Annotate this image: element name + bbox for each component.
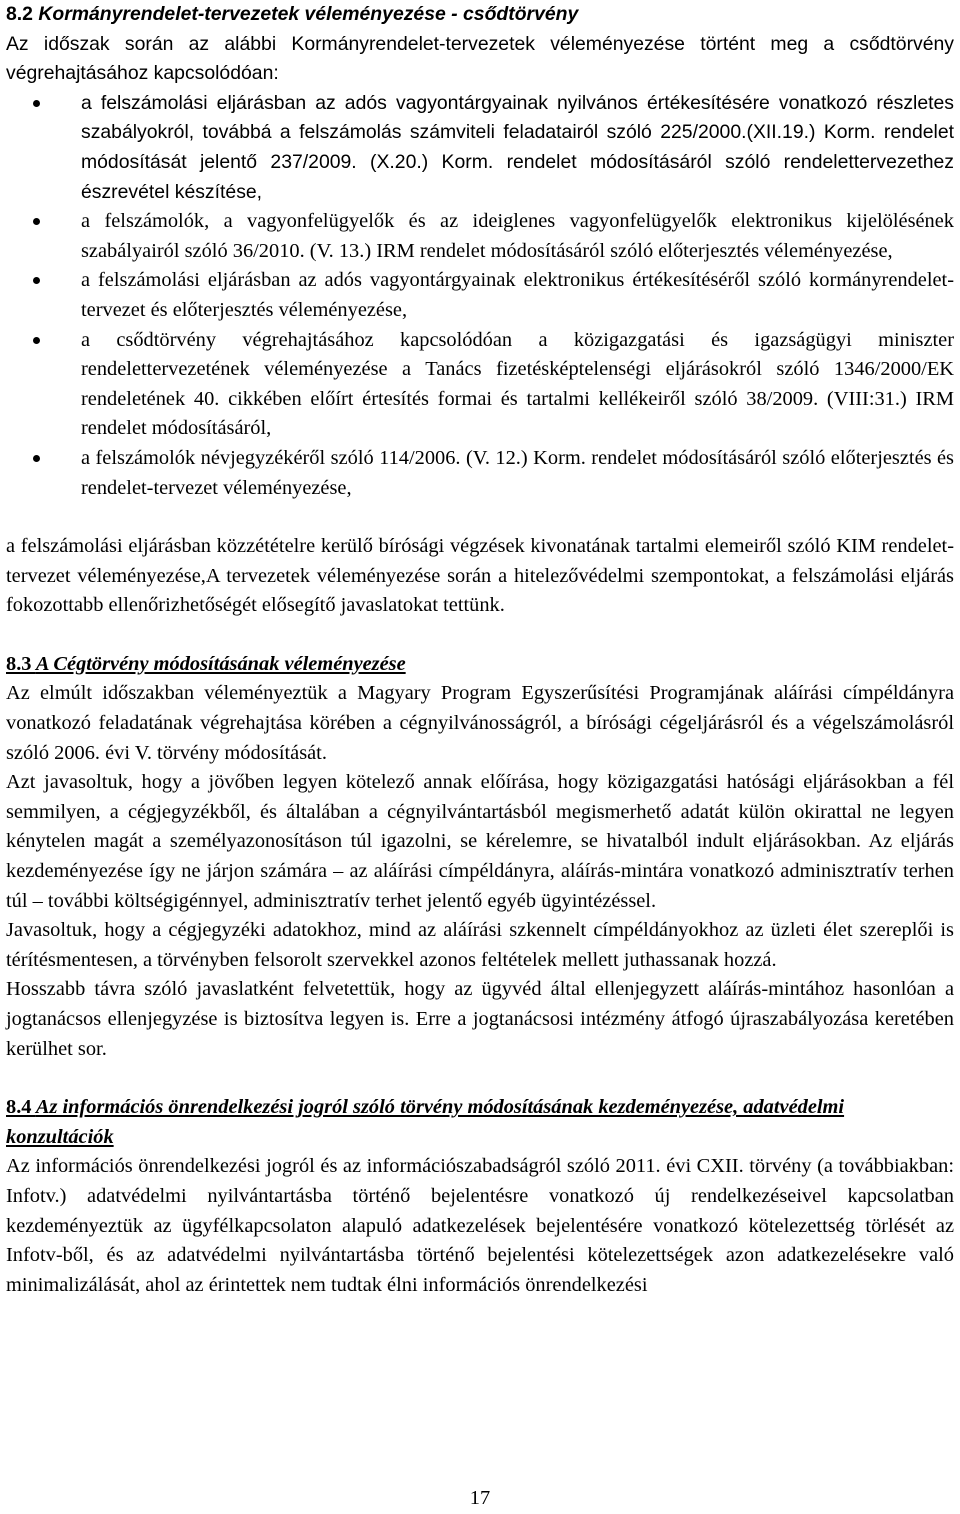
paragraph: Javasoltuk, hogy a cégjegyzéki adatokhoz, mind az aláírási szkennelt címpéldányokhoz az üzleti élet szereplői is térítésmentesen, a törvényben felsorolt szervekkel azonos feltételek mellett juthassanak hozzá.	[6, 919, 954, 971]
document-page	[6, 0, 954, 1300]
section-8-2-heading	[6, 0, 954, 30]
section-number: 8.2	[6, 3, 33, 25]
section-8-4-heading	[6, 1093, 954, 1152]
list-item: a felszámolók, a vagyonfelügyelők és az ideiglenes vagyonfelügyelők elektronikus kijelölésének szabályairól szóló 36/2010. (V. 13.) IRM rendelet módosításáról szóló előterjesztés véleményezése,	[6, 207, 954, 266]
paragraph: Az információs önrendelkezési jogról és az információszabadságról szóló 2011. évi CXII. törvény (a továbbiakban: Infotv.) adatvédelmi nyilvántartásba történő bejelentésre vonatkozó új rendelkezéseivel kapcsolatban kezdeményeztük az ügyfélkapcsolaton alapuló adatkezelések bejelentésére vonatkozó kötelezettség törlését az Infotv-ből, és az adatvédelmi nyilvántartásba történő bejelentési kötelezettségek azon adatkezelésekre való minimalizálását, ahol az érintettek nem tudtak élni információs önrendelkezési	[6, 1155, 954, 1296]
section-title: Az információs önrendelkezési jogról szóló törvény módosításának kezdeményezése, adatvédelmi konzultációk	[6, 1096, 845, 1148]
section-8-3-heading	[6, 650, 954, 680]
section-8-2-closing: a felszámolási eljárásban közzétételre kerülő bírósági végzések kivonatának tartalmi elemeiről szóló KIM rendelet-tervezet véleményezése,A tervezetek véleményezése során a hitelezővédelmi szempontokat, a felszámolási eljárás fokozottabb ellenőrizhetőségét elősegítő javaslatokat tettünk.	[6, 535, 954, 617]
section-8-2-intro: Az időszak során az alábbi Kormányrendelet-tervezetek véleményezése történt meg a csődtörvény végrehajtásához kapcsolódóan:	[6, 32, 954, 85]
bullet-list-2	[6, 207, 954, 503]
spacer	[6, 621, 954, 650]
paragraph: Hosszabb távra szóló javaslatként felvetettük, hogy az ügyvéd által ellenjegyzett aláírás-mintához hasonlóan a jogtanácsos ellenjegyzése is biztosítva legyen is. Erre a jogtanácsosi intézmény átfogó újraszabályozása keretében kerülhet sor.	[6, 978, 954, 1060]
spacer	[6, 503, 954, 532]
page-number: 17	[469, 1487, 491, 1509]
section-title: A Cégtörvény módosításának véleményezése	[35, 652, 406, 675]
bullet-list-1	[6, 89, 954, 207]
spacer	[6, 1064, 954, 1093]
section-number: 8.4	[6, 1096, 32, 1119]
list-item: a felszámolási eljárásban az adós vagyontárgyainak nyilvános értékesítésére vonatkozó részletes szabályokról, továbbá a felszámolás számviteli feladatairól szóló 225/2000.(XII.19.) Korm. rendelet módosítását jelentő 237/2009. (X.20.) Korm. rendelet módosításáról szóló rendelettervezethez észrevétel készítése,	[6, 89, 954, 207]
section-title: Kormányrendelet-tervezetek véleményezése - csődtörvény	[38, 3, 579, 25]
paragraph: Az elmúlt időszakban véleményeztük a Magyary Program Egyszerűsítési Programjának aláírási címpéldányra vonatkozó feladatának végrehajtása körében a cégnyilvánosságról, a bírósági cégeljárásról és a végelszámolásról szóló 2006. évi V. törvény módosítását.	[6, 682, 954, 764]
list-item: a felszámolók névjegyzékéről szóló 114/2006. (V. 12.) Korm. rendelet módosításáról szóló előterjesztés és rendelet-tervezet véleményezése,	[6, 444, 954, 503]
section-number: 8.3	[6, 652, 32, 675]
paragraph: Azt javasoltuk, hogy a jövőben legyen kötelező annak előírása, hogy közigazgatási hatósági eljárásokban a fél semmilyen, a cégjegyzékből, és általában a cégnyilvántartásból megismerhető adatát külön okirattal ne legyen kénytelen magát a személyazonosításon túl igazolni, se kérelemre, se hivatalból indult eljárásokban. Az eljárás kezdeményezése így ne járjon számára – az aláírási címpéldányra, aláírás-mintára vonatkozó adminisztratív terhen túl – további költségigénnyel, adminisztratív terhet jelentő egyéb ügyintézéssel.	[6, 771, 954, 912]
list-item: a felszámolási eljárásban az adós vagyontárgyainak elektronikus értékesítéséről szóló kormányrendelet-tervezet és előterjesztés véleményezése,	[6, 266, 954, 325]
list-item: a csődtörvény végrehajtásához kapcsolódóan a közigazgatási és igazságügyi miniszter rendelettervezetének véleményezése a Tanács fizetésképtelenségi eljárásokról szóló 1346/2000/EK rendeletének 40. cikkében előírt értesítés formai és tartalmi kellékeiről szóló 38/2009. (VIII:31.) IRM rendelet módosításáról,	[6, 326, 954, 444]
